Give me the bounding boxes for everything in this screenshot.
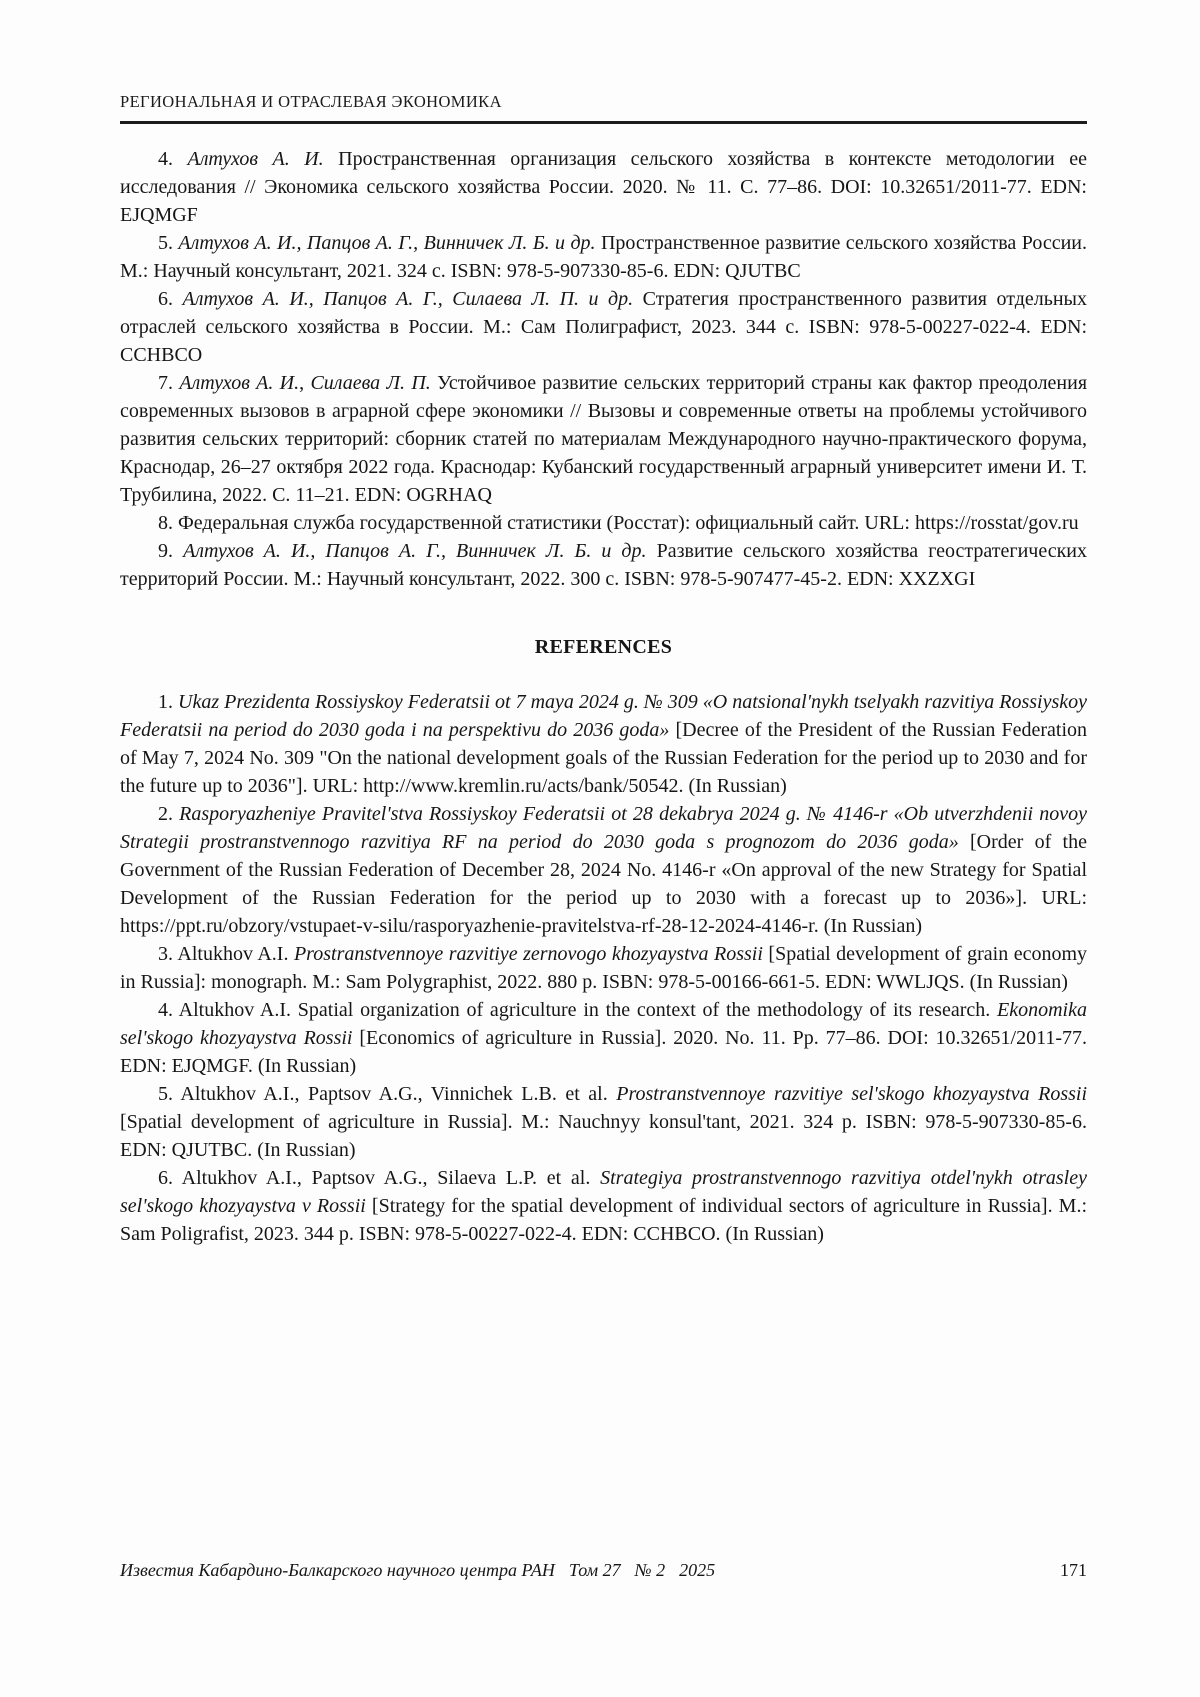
references-body [120, 145, 1087, 1248]
reference-italic-segment: Rasporyazheniye Pravitel'stva Rossiyskoy Federatsii ot 28 dekabrya 2024 g. № 4146-r «Ob utverzhdenii novoy Strategii prostranstvennogo razvitiya RF na period do 2030 goda s prognozom do 2036 goda» [120, 803, 1087, 853]
russian-references-list [120, 145, 1087, 593]
reference-italic-segment: Алтухов А. И., Папцов А. Г., Силаева Л. П. и др. [182, 288, 634, 310]
reference-item [120, 509, 1087, 537]
reference-text-segment: 9. [158, 540, 184, 562]
reference-text-segment: Стратегия пространственного развития отдельных отраслей сельского хозяйства в России. М.: Сам Полиграфист, 2023. 344 с. ISBN: 978-5-00227-022-4. EDN: CCHBCO [120, 288, 1087, 366]
reference-italic-segment: Алтухов А. И. [179, 372, 300, 394]
reference-italic-segment: Prostranstvennoye razvitiye sel'skogo khozyaystva Rossii [616, 1083, 1088, 1105]
reference-text-segment: Устойчивое развитие сельских территорий страны как фактор преодоления современных вызовов в аграрной сфере экономики // Вызовы и современные ответы на проблемы устойчивого развития сельских территорий: сборник статей по материалам Международного научно-практического форума, Краснодар, 26–27 октября 2022 года. Краснодар: Кубанский государственный аграрный университет имени И. Т. Трубилина, 2022. С. 11–21. EDN: OGRHAQ [120, 372, 1088, 506]
reference-text-segment: 1. [158, 691, 179, 713]
reference-italic-segment: Алтухов А. И., Папцов А. Г., Винничек Л. Б. и др. [178, 232, 596, 254]
reference-italic-segment: Strategiya prostranstvennogo razvitiya otdel'nykh otrasley sel'skogo khozyaystva v Rossii [120, 1167, 1087, 1217]
reference-item [120, 940, 1087, 996]
reference-text-segment: [Spatial development of agriculture in Russia]. M.: Nauchnyy konsul'tant, 2021. 324 p. ISBN: 978-5-907330-85-6. EDN: QJUTBC. (In Russian) [120, 1111, 1087, 1161]
reference-text-segment: 5. Altukhov A.I., Paptsov A.G., Vinnichek L.B. et al. [158, 1083, 617, 1105]
reference-item [120, 1080, 1087, 1164]
journal-issue: № 2 [634, 1560, 666, 1580]
reference-text-segment: 6. [158, 288, 183, 310]
journal-name: Известия Кабардино-Балкарского научного центра РАН [120, 1560, 555, 1580]
section-title: РЕГИОНАЛЬНАЯ И ОТРАСЛЕВАЯ ЭКОНОМИКА [120, 92, 502, 111]
reference-text-segment: 8. Федеральная служба государственной статистики (Росстат): официальный сайт. URL: https://rosstat/gov.ru [158, 512, 1079, 534]
reference-text-segment: 4. Altukhov A.I. Spatial organization of agriculture in the context of the methodology of its research. [158, 999, 998, 1021]
reference-text-segment: Развитие сельского хозяйства геостратегических территорий России. М.: Научный консультант, 2022. 300 с. ISBN: 978-5-907477-45-2. EDN: XXZXGI [120, 540, 1088, 590]
journal-citation [120, 1560, 715, 1581]
reference-italic-segment: Алтухов А. И. [187, 148, 324, 170]
reference-text-segment: 7. [158, 372, 180, 394]
reference-text-segment: 3. Altukhov A.I. [158, 943, 294, 965]
reference-text-segment: Пространственная организация сельского хозяйства в контексте методологии ее исследования // Экономика сельского хозяйства России. 2020. № 11. С. 77–86. DOI: 10.32651/2011-77. EDN: EJQMGF [120, 148, 1087, 226]
reference-italic-segment: Ukaz Prezidenta Rossiyskoy Federatsii ot 7 maya 2024 g. № 309 «O natsional'nykh tselyakh razvitiya Rossiyskoy Federatsii na period do 2030 goda i na perspektivu do 2036 goda» [120, 691, 1088, 741]
reference-text-segment: 2. [158, 803, 180, 825]
reference-italic-segment: Алтухов А. И., Папцов А. Г., Винничек Л. Б. и др. [183, 540, 647, 562]
reference-text-segment: 6. Altukhov A.I., Paptsov A.G., Silaeva L.P. et al. [158, 1167, 601, 1189]
reference-item [120, 996, 1087, 1080]
reference-text-segment: , [299, 372, 311, 394]
reference-item [120, 688, 1087, 800]
english-references-list [120, 688, 1087, 1248]
journal-volume: Том 27 [568, 1560, 621, 1580]
reference-item [120, 145, 1087, 229]
reference-item [120, 800, 1087, 940]
reference-item [120, 229, 1087, 285]
reference-text-segment: [Economics of agriculture in Russia]. 2020. No. 11. Pp. 77–86. DOI: 10.32651/2011-77. EDN: EJQMGF. (In Russian) [120, 1027, 1087, 1077]
reference-item [120, 537, 1087, 593]
reference-italic-segment: Ekonomika sel'skogo khozyaystva Rossii [120, 999, 1087, 1049]
reference-item [120, 369, 1087, 509]
reference-text-segment: Пространственное развитие сельского хозяйства России. М.: Научный консультант, 2021. 324 с. ISBN: 978-5-907330-85-6. EDN: QJUTBC [120, 232, 1088, 282]
reference-text-segment: [Order of the Government of the Russian Federation of December 28, 2024 No. 4146-r «On approval of the new Strategy for Spatial Development of the Russian Federation for the period up to 2030 with a forecast up to 2036»]. URL: https://ppt.ru/obzory/vstupaet-v-silu/rasporyazhenie-pravitelstva-rf-28-12-2024-4146-r. (In Russian) [120, 831, 1087, 937]
references-heading: REFERENCES [534, 636, 673, 658]
page-footer [120, 1560, 1087, 1581]
running-head [120, 92, 1087, 124]
reference-item [120, 1164, 1087, 1248]
reference-italic-segment: Силаева Л. П. [310, 372, 431, 394]
reference-item [120, 285, 1087, 369]
journal-year: 2025 [679, 1560, 716, 1580]
reference-text-segment: [Strategy for the spatial development of individual sectors of agriculture in Russia]. M.: Sam Poligrafist, 2023. 344 p. ISBN: 978-5-00227-022-4. EDN: CCHBCO. (In Russian) [120, 1195, 1087, 1245]
reference-text-segment: 4. [158, 148, 188, 170]
reference-italic-segment: Prostranstvennoye razvitiye zernovogo khozyaystva Rossii [293, 943, 763, 965]
reference-text-segment: [Decree of the President of the Russian Federation of May 7, 2024 No. 309 "On the national development goals of the Russian Federation for the period up to 2030 and for the future up to 2036"]. URL: http://www.kremlin.ru/acts/bank/50542. (In Russian) [120, 719, 1088, 797]
page-number: 171 [1060, 1560, 1087, 1580]
reference-text-segment: [Spatial development of grain economy in Russia]: monograph. M.: Sam Polygraphist, 2022. 880 p. ISBN: 978-5-00166-661-5. EDN: WWLJQS. (In Russian) [120, 943, 1088, 993]
reference-text-segment: 5. [158, 232, 179, 254]
